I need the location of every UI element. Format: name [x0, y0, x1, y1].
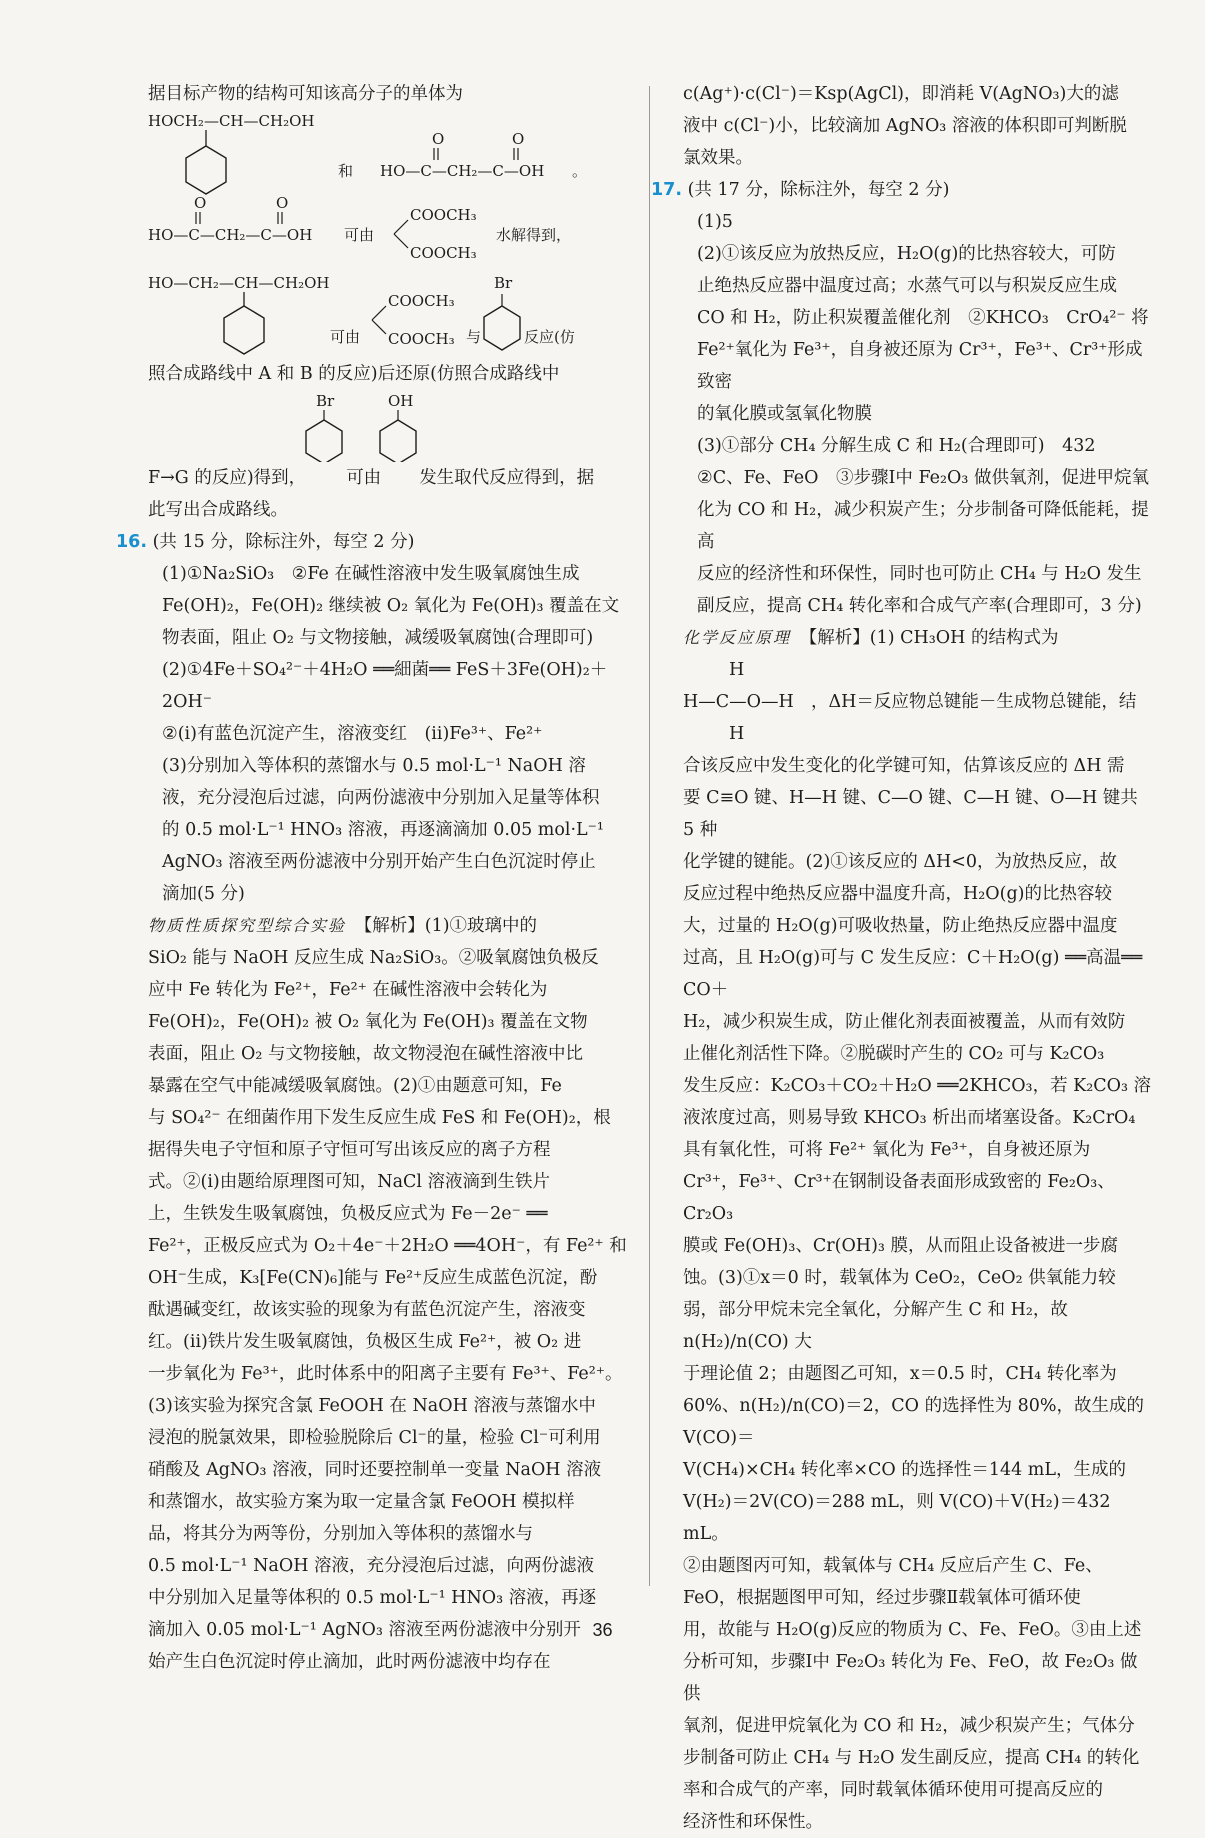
- q17-analysis-line: 蚀。(3)①x＝0 时，载氧体为 CeO₂，CeO₂ 供氧能力较: [683, 1268, 1116, 1288]
- q16-analysis-line: 始产生白色沉淀时停止滴加，此时两份滤液中均存在: [148, 1652, 551, 1672]
- svg-text:COOCH₃: COOCH₃: [410, 206, 477, 224]
- q16-answer-line: (2)①4Fe＋SO₄²⁻＋4H₂O ══細菌══ FeS＋3Fe(OH)₂＋2OH⁻: [162, 660, 608, 712]
- analysis-continued-line: 氯效果。: [683, 148, 753, 168]
- analysis-continued-line: c(Ag⁺)·c(Cl⁻)＝Ksp(AgCl)，即消耗 V(AgNO₃)大的滤: [683, 84, 1119, 104]
- q16-analysis: [148, 942, 630, 1678]
- q17-analysis-line: FeO，根据题图甲可知，经过步骤Ⅱ载氧体可循环使: [683, 1588, 1081, 1608]
- q16-analysis-line: Fe(OH)₂，Fe(OH)₂ 被 O₂ 氧化为 Fe(OH)₃ 覆盖在文物: [148, 1012, 588, 1032]
- page-number: 36: [592, 1620, 613, 1640]
- q16-analysis-line: OH⁻生成，K₃[Fe(CN)₆]能与 Fe²⁺反应生成蓝色沉淀，酚: [148, 1268, 598, 1288]
- q17-analysis-line: 于理论值 2；由题图乙可知，x＝0.5 时，CH₄ 转化率为: [683, 1364, 1117, 1384]
- q16-answer-line: (3)分别加入等体积的蒸馏水与 0.5 mol·L⁻¹ NaOH 溶: [162, 756, 586, 776]
- q17-header: 17. (共 17 分，除标注外，每空 2 分): [651, 180, 950, 200]
- q17-answer-line: 的氧化膜或氢氧化物膜: [697, 404, 872, 424]
- analysis-continued-line: 液中 c(Cl⁻)小，比较滴加 AgNO₃ 溶液的体积即可判断脱: [683, 116, 1127, 136]
- diol-formula: HO—CH₂—CH—CH₂OH: [148, 274, 330, 292]
- malonic-acid-formula: HO—C—CH₂—C—OH: [148, 226, 313, 244]
- q16-analysis-line: 上，生铁发生吸氧腐蚀，负极反应式为 Fe－2e⁻ ══: [148, 1204, 548, 1224]
- q16-answer-line: AgNO₃ 溶液至两份滤液中分别开始产生白色沉淀时停止: [162, 852, 596, 872]
- q17-analysis: [683, 750, 1153, 1838]
- q17-analysis-line: 步制备可防止 CH₄ 与 H₂O 发生副反应，提高 CH₄ 的转化: [683, 1748, 1140, 1768]
- svg-text:COOCH₃: COOCH₃: [410, 244, 477, 262]
- q17-analysis-line: 合该反应中发生变化的化学键可知，估算该反应的 ΔH 需: [683, 756, 1125, 776]
- q16-answer-line: 物表面，阻止 O₂ 与文物接触，减缓吸氧腐蚀(合理即可): [162, 628, 594, 648]
- q17-analysis-line: V(CH₄)×CH₄ 转化率×CO 的选择性＝144 mL，生成的: [683, 1460, 1126, 1480]
- q17-analysis-line: 化学键的键能。(2)①该反应的 ΔH<0，为放热反应，故: [683, 852, 1118, 872]
- q16-answer-line: 滴加(5 分): [162, 884, 245, 904]
- q16-analysis-line: 硝酸及 AgNO₃ 溶液，同时还要控制单一变量 NaOH 溶液: [148, 1460, 602, 1480]
- q17-analysis-line: H₂，减少积炭生成，防止催化剂表面被覆盖，从而有效防: [683, 1012, 1126, 1032]
- q17-answers: [683, 206, 1153, 622]
- q16-analysis-line: 0.5 mol·L⁻¹ NaOH 溶液，充分浸泡后过滤，向两份滤液: [148, 1556, 595, 1576]
- q16-analysis-line: 红。(ⅱ)铁片发生吸氧腐蚀，负极区生成 Fe²⁺，被 O₂ 进: [148, 1332, 582, 1352]
- q17-analysis-line: 用，故能与 H₂O(g)反应的物质为 C、Fe、FeO。③由上述: [683, 1620, 1142, 1640]
- q17-analysis-head: 化学反应原理 【解析】(1) CH₃OH 的结构式为: [683, 628, 1059, 648]
- cyclohexane-ring-1: [186, 146, 226, 194]
- q17-analysis-line: 大，过量的 H₂O(g)可吸收热量，防止绝热反应器中温度: [683, 916, 1118, 936]
- svg-text:Br: Br: [316, 392, 335, 410]
- bromocyclohexane-ring: [484, 306, 520, 350]
- q16-analysis-line: 浸泡的脱氯效果，即检验脱除后 Cl⁻的量，检验 Cl⁻可利用: [148, 1428, 601, 1448]
- q17-analysis-line: 止催化剂活性下降。②脱碳时产生的 CO₂ 可与 K₂CO₃: [683, 1044, 1105, 1064]
- q17-analysis-line: 60%、n(H₂)/n(CO)＝2，CO 的选择性为 80%，故生成的 V(CO)＝: [683, 1396, 1145, 1448]
- q16-analysis-line: 品，将其分为两等份，分别加入等体积的蒸馏水与: [148, 1524, 533, 1544]
- svg-text:COOCH₃: COOCH₃: [388, 292, 455, 310]
- q17-analysis-line: 具有氧化性，可将 Fe²⁺ 氧化为 Fe³⁺，自身被还原为: [683, 1140, 1091, 1160]
- q17-analysis-line: Cr³⁺，Fe³⁺、Cr³⁺在钢制设备表面形成致密的 Fe₂O₃、Cr₂O₃: [683, 1172, 1115, 1224]
- q16-analysis-line: SiO₂ 能与 NaOH 反应生成 Na₂SiO₃。②吸氧腐蚀负极反: [148, 948, 599, 968]
- q16-header: 16. (共 15 分，除标注外，每空 2 分): [116, 532, 415, 552]
- q16-analysis-line: 式。②(ⅰ)由题给原理图可知，NaCl 溶液滴到生铁片: [148, 1172, 551, 1192]
- q17-answer-line: CO 和 H₂，防止积炭覆盖催化剂 ②KHCO₃ CrO₄²⁻ 将: [697, 308, 1149, 328]
- q16-answer-line: (1)①Na₂SiO₃ ②Fe 在碱性溶液中发生吸氧腐蚀生成: [162, 564, 580, 584]
- q17-analysis-line: 发生反应：K₂CO₃＋CO₂＋H₂O ══2KHCO₃，若 K₂CO₃ 溶: [683, 1076, 1152, 1096]
- q17-analysis-line: 经济性和环保性。: [683, 1812, 823, 1832]
- q17-analysis-line: V(H₂)＝2V(CO)＝288 mL，则 V(CO)＋V(H₂)＝432 mL。: [683, 1492, 1111, 1544]
- q16-analysis-line: 应中 Fe 转化为 Fe²⁺，Fe²⁺ 在碱性溶液中会转化为: [148, 980, 548, 1000]
- svg-text:Br: Br: [494, 274, 513, 292]
- q17-analysis-line: 弱，部分甲烷未完全氧化，分解产生 C 和 H₂，故 n(H₂)/n(CO) 大: [683, 1300, 1068, 1352]
- q16-analysis-continued: [683, 78, 1153, 174]
- q17-answer-line: (2)①该反应为放热反应，H₂O(g)的比热容较大，可防: [697, 244, 1116, 264]
- svg-text:O: O: [276, 194, 289, 212]
- q17-answer-line: Fe²⁺氧化为 Fe³⁺，自身被还原为 Cr³⁺，Fe³⁺、Cr³⁺形成致密: [697, 340, 1143, 392]
- svg-text:O: O: [512, 130, 525, 148]
- structure-block: [148, 110, 630, 358]
- column-divider: [649, 86, 650, 1586]
- q17-analysis-line: 率和合成气的产率，同时载氧体循环使用可提高反应的: [683, 1780, 1103, 1800]
- q17-answer-line: ②C、Fe、FeO ③步骤Ⅰ中 Fe₂O₃ 做供氧剂，促进甲烷氧: [697, 468, 1149, 488]
- bromocyclohexane-ring-2: [306, 420, 342, 462]
- q17-answer-line: 反应的经济性和环保性，同时也可防止 CH₄ 与 H₂O 发生: [697, 564, 1142, 584]
- svg-text:可由: 可由: [344, 226, 375, 244]
- svg-text:与: 与: [466, 328, 482, 346]
- q16-analysis-line: 据得失电子守恒和原子守恒可写出该反应的离子方程: [148, 1140, 551, 1160]
- svg-text:水解得到，: 水解得到，: [496, 226, 572, 244]
- monomer2-formula: HO—C—CH₂—C—OH: [380, 162, 545, 180]
- q17-analysis-line: 氧剂，促进甲烷氧化为 CO 和 H₂，减少积炭产生；气体分: [683, 1716, 1135, 1736]
- q17-analysis-line: 要 C≡O 键、H—H 键、C—O 键、C—H 键、O—H 键共 5 种: [683, 788, 1138, 840]
- q16-analysis-line: 与 SO₄²⁻ 在细菌作用下发生反应生成 FeS 和 Fe(OH)₂，根: [148, 1108, 611, 1128]
- intro-line: 据目标产物的结构可知该高分子的单体为: [148, 84, 463, 104]
- q17-answer-line: (1)5: [697, 212, 733, 232]
- q17-analysis-line: 过高，且 H₂O(g)可与 C 发生反应：C＋H₂O(g) ══高温══ CO＋: [683, 948, 1143, 1000]
- q17-answer-line: (3)①部分 CH₄ 分解生成 C 和 H₂(合理即可) 432: [697, 436, 1096, 456]
- q16-analysis-line: Fe²⁺，正极反应式为 O₂＋4e⁻＋2H₂O ══4OH⁻，有 Fe²⁺ 和: [148, 1236, 627, 1256]
- q17-analysis-line: ②由题图丙可知，载氧体与 CH₄ 反应后产生 C、Fe、: [683, 1556, 1103, 1576]
- svg-text:COOCH₃: COOCH₃: [388, 330, 455, 348]
- q16-analysis-line: 表面，阻止 O₂ 与文物接触，故文物浸泡在碱性溶液中比: [148, 1044, 583, 1064]
- svg-text:。: 。: [572, 162, 588, 180]
- q16-analysis-line: 酞遇碱变红，故该实验的现象为有蓝色沉淀产生，溶液变: [148, 1300, 586, 1320]
- q17-analysis-line: 膜或 Fe(OH)₃、Cr(OH)₃ 膜，从而阻止设备被进一步腐: [683, 1236, 1118, 1256]
- q16-answer-line: 的 0.5 mol·L⁻¹ HNO₃ 溶液，再逐滴滴加 0.05 mol·L⁻¹: [162, 820, 604, 840]
- q16-analysis-line: 中分别加入足量等体积的 0.5 mol·L⁻¹ HNO₃ 溶液，再逐: [148, 1588, 597, 1608]
- q16-answer-line: 液，充分浸泡后过滤，向两份滤液中分别加入足量等体积: [162, 788, 600, 808]
- q17-analysis-line: 分析可知，步骤Ⅰ中 Fe₂O₃ 转化为 Fe、FeO，故 Fe₂O₃ 做供: [683, 1652, 1138, 1704]
- q16-analysis-line: 滴加入 0.05 mol·L⁻¹ AgNO₃ 溶液至两份滤液中分别开: [148, 1620, 581, 1640]
- methanol-structure: H H—C—O—H H ，ΔH＝反应物总键能－生成物总键能，结: [683, 660, 1137, 744]
- svg-text:OH: OH: [388, 392, 414, 410]
- q17-answer-line: 化为 CO 和 H₂，减少积炭产生；分步制备可降低能耗，提高: [697, 500, 1149, 552]
- q16-answer-line: ②(ⅰ)有蓝色沉淀产生，溶液变红 (ⅱ)Fe³⁺、Fe²⁺: [162, 724, 543, 744]
- q17-answer-line: 止绝热反应器中温度过高；水蒸气可以与积炭反应生成: [697, 276, 1117, 296]
- q16-analysis-line: 和蒸馏水，故实验方案为取一定量含氯 FeOOH 模拟样: [148, 1492, 575, 1512]
- q16-analysis-head: 物质性质探究型综合实验 【解析】(1)①玻璃中的: [148, 916, 538, 936]
- q17-analysis-line: 液浓度过高，则易导致 KHCO₃ 析出而堵塞设备。K₂CrO₄: [683, 1108, 1136, 1128]
- q16-analysis-line: (3)该实验为探究含氯 FeOOH 在 NaOH 溶液与蒸馏水中: [148, 1396, 596, 1416]
- q16-answer-line: Fe(OH)₂，Fe(OH)₂ 继续被 O₂ 氧化为 Fe(OH)₃ 覆盖在文: [162, 596, 620, 616]
- and-word: 和: [338, 162, 354, 180]
- substitution-structures: [148, 390, 630, 462]
- right-column: [651, 78, 1153, 1838]
- svg-text:O: O: [194, 194, 207, 212]
- q17-answer-line: 副反应，提高 CH₄ 转化率和合成气产率(合理即可，3 分): [697, 596, 1142, 616]
- cyclohexanol-ring: [380, 420, 416, 462]
- cyclohexane-ring-2: [224, 306, 264, 354]
- q16-analysis-line: 暴露在空气中能减缓吸氧腐蚀。(2)①由题意可知，Fe: [148, 1076, 562, 1096]
- q16-analysis-line: 一步氧化为 Fe³⁺，此时体系中的阳离子主要有 Fe³⁺、Fe²⁺。: [148, 1364, 623, 1384]
- svg-text:反应(仿: 反应(仿: [524, 328, 575, 346]
- svg-text:O: O: [432, 130, 445, 148]
- svg-text:可由: 可由: [330, 328, 361, 346]
- monomer1-formula: HOCH₂—CH—CH₂OH: [148, 112, 315, 130]
- left-column: 据目标产物的结构可知该高分子的单体为 HOCH₂—CH—CH₂OH 和 O O HO—C—CH₂—C—OH 。 O O HO—C—CH₂—C—OH 可由 COOCH₃ COOCH₃ 水解得到， HO—CH₂—CH—CH₂OH 可由 COOCH₃ COOCH₃ 与 Br 反应(仿 照合成路线中 A 和 B 的反应)后还原(仿照合成路线中 Br OH F→G 的反应)得到， 可由 发生取代反应得到，据 此写出合成路线。 16. (共 15 分，除标注外，每空 2 分) (1)①Na₂SiO₃ ②Fe 在碱性溶液中发生吸氧腐蚀生成 Fe(OH)₂，Fe(OH)₂ 继续被 O₂ 氧化为 Fe(OH)₃ 覆盖在文 物表面，阻止 O₂ 与文物接触，减缓吸氧腐蚀(合理即可) (2)①4Fe＋SO₄²⁻＋4H₂O ══細菌══ FeS＋3Fe(OH)₂＋2OH⁻ ②(ⅰ)有蓝色沉淀产生，溶液变红 (ⅱ)Fe³⁺、Fe²⁺ (3)分别加入等体积的蒸馏水与 0.5 mol·L⁻¹ NaOH 溶 液，充分浸泡后过滤，向两份滤液中分别加入足量等体积 的 0.5 mol·L⁻¹ HNO₃ 溶液，再逐滴滴加 0.05 mol·L⁻¹ AgNO₃ 溶液至两份滤液中分别开始产生白色沉淀时停止 滴加(5 分) 物质性质探究型综合实验 【解析】(1)①玻璃中的 SiO₂ 能与 NaOH 反应生成 Na₂SiO₃。②吸氧腐蚀负极反 应中 Fe 转化为 Fe²⁺，Fe²⁺ 在碱性溶液中会转化为 Fe(OH)₂，Fe(OH)₂ 被 O₂ 氧化为 Fe(OH)₃ 覆盖在文物 表面，阻止 O₂ 与文物接触，故文物浸泡在碱性溶液中比 暴露在空气中能减缓吸氧腐蚀。(2)①由题意可知，Fe 与 SO₄²⁻ 在细菌作用下发生反应生成 FeS 和 Fe(OH)₂，根 据得失电子守恒和原子守恒可写出该反应的离子方程 式。②(ⅰ)由题给原理图可知，NaCl 溶液滴到生铁片 上，生铁发生吸氧腐蚀，负极反应式为 Fe－2e⁻ ══ Fe²⁺，正极反应式为 O₂＋4e⁻＋2H₂O ══4OH⁻，有 Fe²⁺ 和 OH⁻生成，K₃[Fe(CN)₆]能与 Fe²⁺反应生成蓝色沉淀，酚 酞遇碱变红，故该实验的现象为有蓝色沉淀产生，溶液变 红。(ⅱ)铁片发生吸氧腐蚀，负极区生成 Fe²⁺，被 O₂ 进 一步氧化为 Fe³⁺，此时体系中的阳离子主要有 Fe³⁺、Fe²⁺。 (3)该实验为探究含氯 FeOOH 在 NaOH 溶液与蒸馏水中 浸泡的脱氯效果，即检验脱除后 Cl⁻的量，检验 Cl⁻可利用 硝酸及 AgNO₃ 溶液，同时还要控制单一变量 NaOH 溶液 和蒸馏水，故实验方案为取一定量含氯 FeOOH 模拟样 品，将其分为两等份，分别加入等体积的蒸馏水与 0.5 mol·L⁻¹ NaOH 溶液，充分浸泡后过滤，向两份滤液 中分别加入足量等体积的 0.5 mol·L⁻¹ HNO₃ 溶液，再逐 滴加入 0.05 mol·L⁻¹ AgNO₃ 溶液至两份滤液中分别开 始产生白色沉淀时停止滴加，此时两份滤液中均存在: [148, 78, 630, 1678]
- q17-analysis-line: 反应过程中绝热反应器中温度升高，H₂O(g)的比热容较: [683, 884, 1112, 904]
- q16-answers: [148, 558, 630, 910]
